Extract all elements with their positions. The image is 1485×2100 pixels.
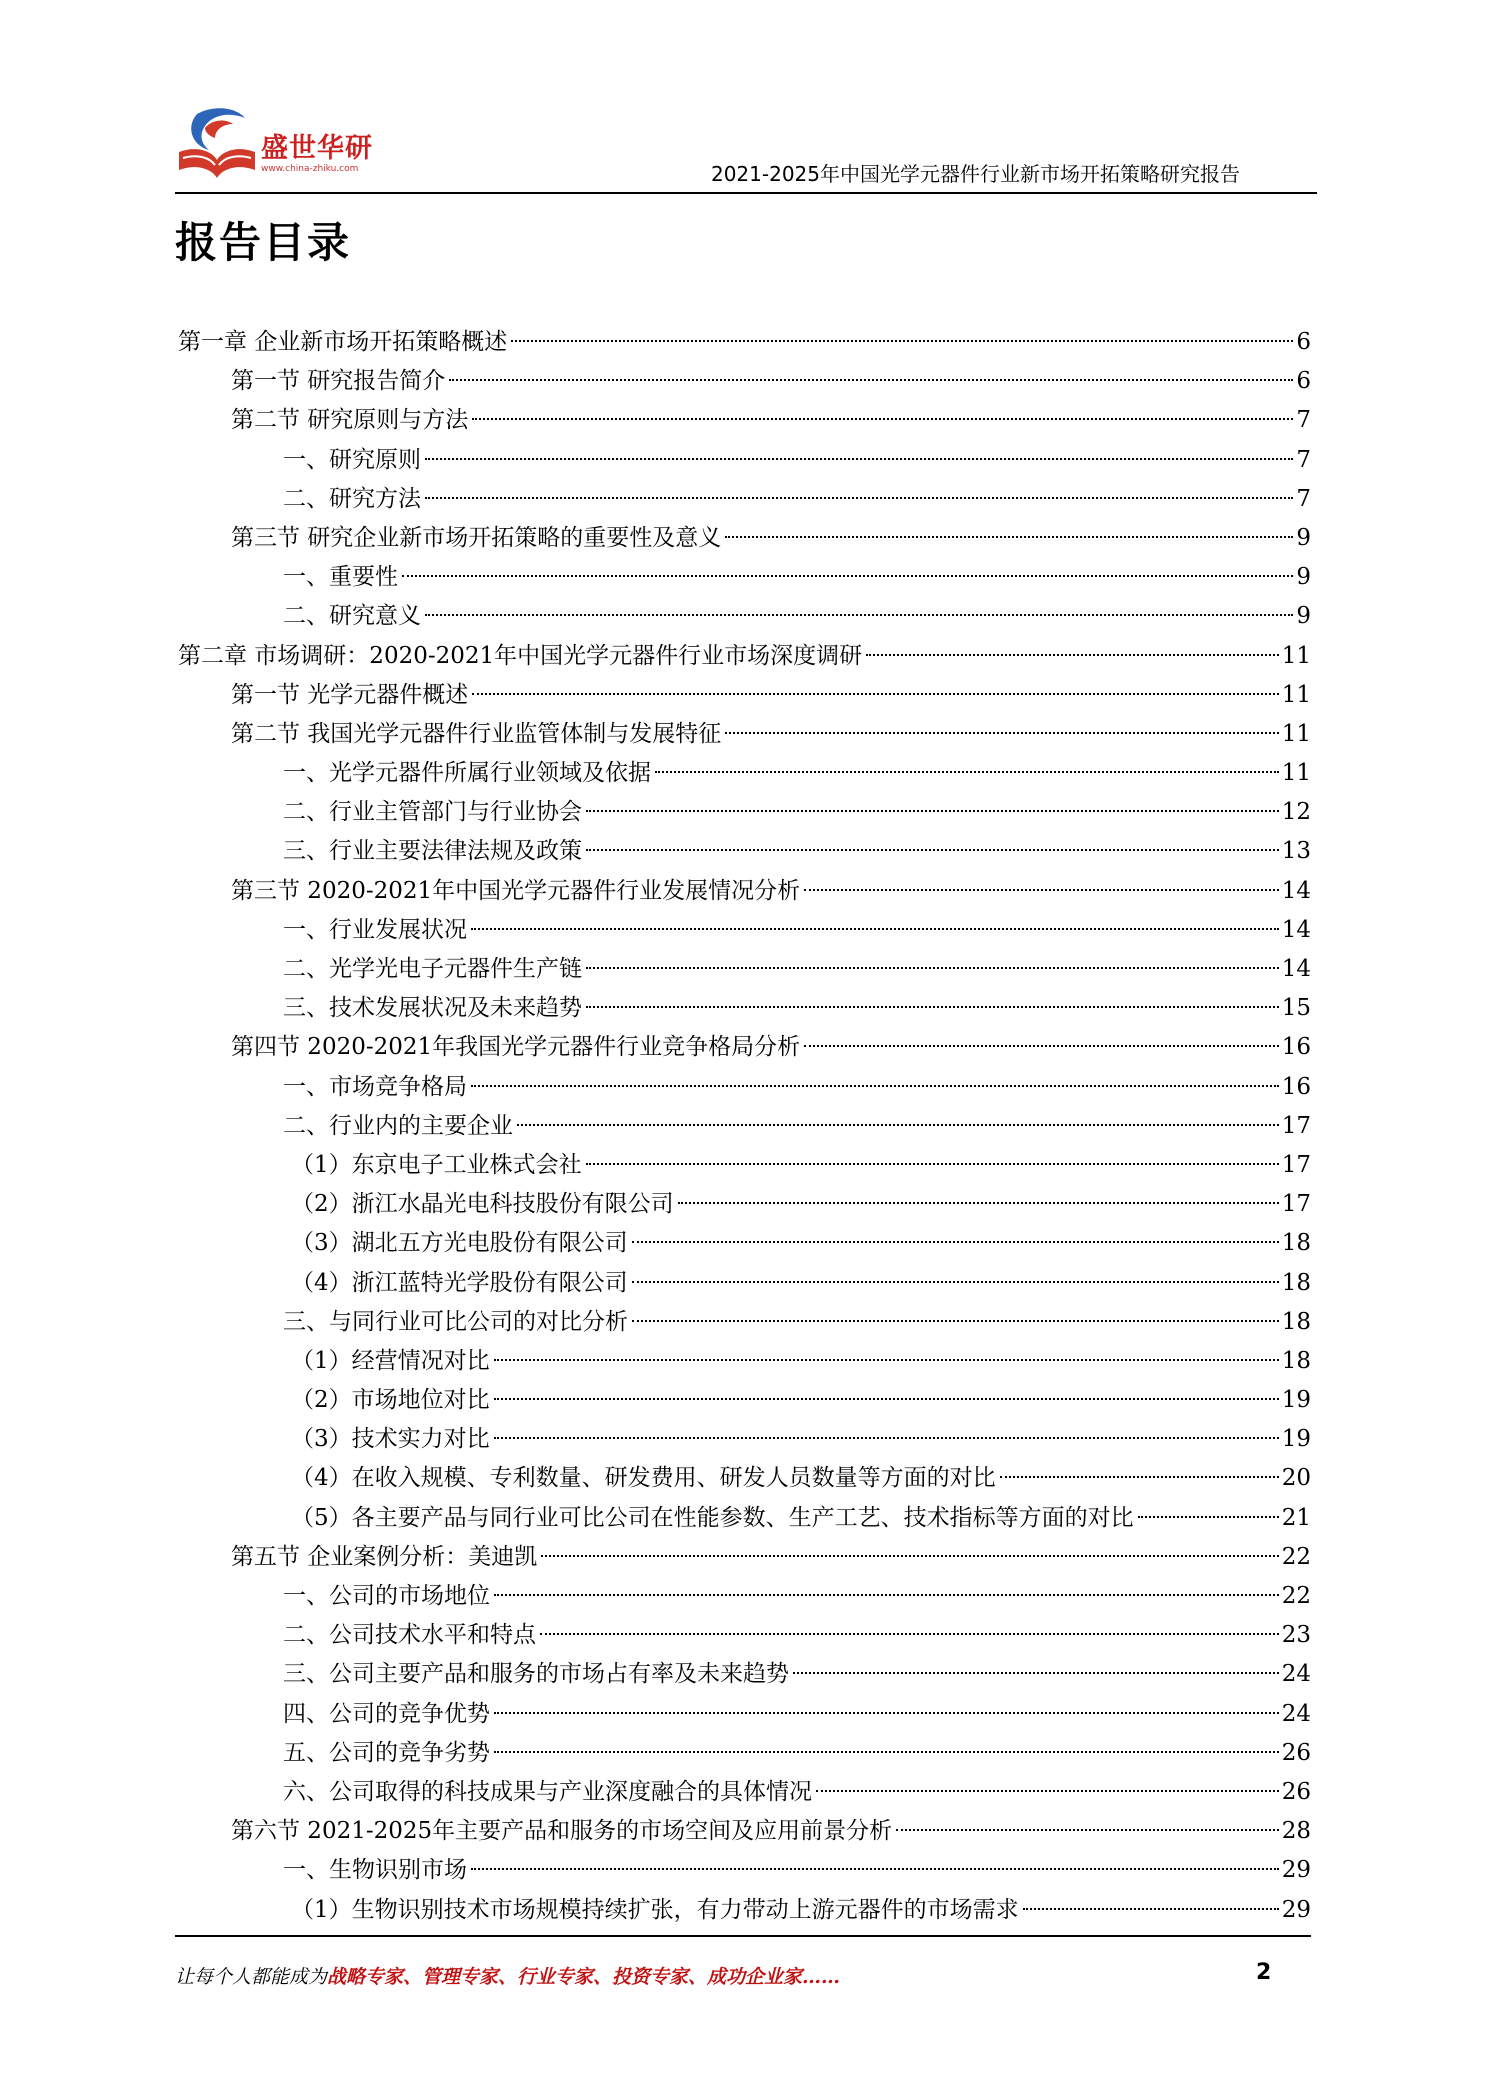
toc-dot-leader <box>1138 1516 1279 1518</box>
toc-entry-label: （4）浙江蓝特光学股份有限公司 <box>291 1269 628 1296</box>
toc-entry-page: 20 <box>1281 1465 1311 1492</box>
toc-entry-page: 17 <box>1281 1151 1311 1178</box>
toc-dot-leader <box>494 1594 1279 1596</box>
toc-entry-label: （4）在收入规模、专利数量、研发费用、研发人员数量等方面的对比 <box>291 1465 996 1492</box>
toc-entry-page: 19 <box>1281 1426 1311 1453</box>
toc-entry-page: 11 <box>1281 720 1311 747</box>
toc-dot-leader <box>494 1712 1279 1714</box>
toc-entry-page: 14 <box>1281 916 1311 943</box>
toc-entry-label: 三、技术发展状况及未来趋势 <box>283 995 582 1022</box>
toc-entry[interactable] <box>178 1577 1311 1616</box>
toc-dot-leader <box>425 458 1293 460</box>
toc-entry-label: 四、公司的竞争优势 <box>283 1700 490 1727</box>
toc-dot-leader <box>541 1555 1278 1557</box>
toc-entry[interactable] <box>178 1068 1311 1107</box>
toc-entry[interactable] <box>178 1773 1311 1812</box>
toc-dot-leader <box>816 1790 1279 1792</box>
toc-entry-page: 29 <box>1281 1896 1311 1923</box>
toc-entry-label: 第六节 2021-2025年主要产品和服务的市场空间及应用前景分析 <box>231 1818 893 1845</box>
toc-dot-leader <box>472 418 1293 420</box>
toc-entry-label: 第五节 企业案例分析：美迪凯 <box>231 1543 538 1570</box>
toc-entry-page: 11 <box>1281 681 1311 708</box>
logo-book-icon <box>175 104 259 186</box>
toc-entry-label: 六、公司取得的科技成果与产业深度融合的具体情况 <box>283 1778 812 1805</box>
toc-entry-label: 第二节 研究原则与方法 <box>231 407 469 434</box>
toc-dot-leader <box>494 1398 1279 1400</box>
toc-dot-leader <box>471 928 1279 930</box>
toc-entry[interactable] <box>178 1420 1311 1459</box>
toc-entry-page: 11 <box>1281 642 1311 669</box>
toc-entry[interactable] <box>178 1695 1311 1734</box>
toc-entry-page: 24 <box>1281 1661 1311 1688</box>
toc-entry[interactable] <box>178 1616 1311 1655</box>
toc-entry[interactable] <box>178 1812 1311 1851</box>
toc-entry-page: 7 <box>1296 446 1311 473</box>
toc-entry[interactable] <box>178 1185 1311 1224</box>
toc-entry-page: 16 <box>1281 1034 1311 1061</box>
toc-entry-label: 第三节 研究企业新市场开拓策略的重要性及意义 <box>231 524 722 551</box>
toc-entry-label: 二、研究意义 <box>283 603 421 630</box>
toc-dot-leader <box>632 1281 1279 1283</box>
toc-dot-leader <box>678 1202 1279 1204</box>
logo-name: 盛世华研 <box>261 133 373 164</box>
toc-entry-label: 第二章 市场调研：2020-2021年中国光学元器件行业市场深度调研 <box>178 642 863 669</box>
footer-divider <box>175 1935 1311 1937</box>
toc-entry-page: 26 <box>1281 1778 1311 1805</box>
toc-entry-page: 19 <box>1281 1387 1311 1414</box>
toc-entry-label: 二、行业内的主要企业 <box>283 1112 513 1139</box>
toc-entry-label: 第三节 2020-2021年中国光学元器件行业发展情况分析 <box>231 877 801 904</box>
toc-entry-label: 第一节 研究报告简介 <box>231 368 446 395</box>
toc-dot-leader <box>586 1006 1279 1008</box>
toc-entry[interactable] <box>178 441 1311 480</box>
toc-dot-leader <box>793 1672 1279 1674</box>
toc-entry[interactable] <box>178 1303 1311 1342</box>
toc-entry-page: 17 <box>1281 1112 1311 1139</box>
toc-entry-page: 18 <box>1281 1308 1311 1335</box>
toc-entry-label: （3）湖北五方光电股份有限公司 <box>291 1230 628 1257</box>
table-of-contents <box>178 323 1311 1930</box>
toc-entry[interactable] <box>178 637 1311 676</box>
toc-entry-page: 28 <box>1281 1818 1311 1845</box>
toc-entry-label: （3）技术实力对比 <box>291 1426 490 1453</box>
toc-entry[interactable] <box>178 401 1311 440</box>
toc-dot-leader <box>632 1241 1279 1243</box>
toc-entry-page: 13 <box>1281 838 1311 865</box>
toc-entry-page: 17 <box>1281 1191 1311 1218</box>
toc-entry[interactable] <box>178 1224 1311 1263</box>
toc-entry[interactable] <box>178 754 1311 793</box>
company-logo <box>175 104 385 186</box>
toc-dot-leader <box>517 1124 1279 1126</box>
toc-dot-leader <box>586 967 1279 969</box>
toc-dot-leader <box>586 849 1279 851</box>
toc-entry-label: （2）浙江水晶光电科技股份有限公司 <box>291 1191 674 1218</box>
toc-entry-page: 6 <box>1296 368 1311 395</box>
toc-entry-label: 一、生物识别市场 <box>283 1857 467 1884</box>
page-title: 报告目录 <box>175 218 352 267</box>
toc-entry-page: 18 <box>1281 1269 1311 1296</box>
toc-entry[interactable] <box>178 1264 1311 1303</box>
page-number: 2 <box>1256 1960 1272 1985</box>
toc-entry-page: 6 <box>1296 329 1311 355</box>
toc-entry-page: 21 <box>1281 1504 1311 1531</box>
toc-dot-leader <box>425 497 1293 499</box>
toc-entry[interactable] <box>178 597 1311 636</box>
toc-entry-label: 一、研究原则 <box>283 446 421 473</box>
toc-dot-leader <box>725 536 1293 538</box>
toc-entry[interactable] <box>178 1381 1311 1420</box>
toc-entry-label: （1）经营情况对比 <box>291 1347 490 1374</box>
toc-entry-label: 一、行业发展状况 <box>283 916 467 943</box>
toc-entry-page: 14 <box>1281 956 1311 982</box>
toc-entry[interactable] <box>178 1499 1311 1538</box>
toc-entry[interactable] <box>178 872 1311 911</box>
toc-dot-leader <box>804 1045 1279 1047</box>
toc-dot-leader <box>632 1320 1279 1322</box>
toc-dot-leader <box>586 810 1279 812</box>
toc-entry-label: （5）各主要产品与同行业可比公司在性能参数、生产工艺、技术指标等方面的对比 <box>291 1504 1134 1531</box>
toc-dot-leader <box>725 732 1278 734</box>
toc-entry[interactable] <box>178 1851 1311 1890</box>
toc-entry[interactable] <box>178 323 1311 362</box>
toc-entry-page: 12 <box>1281 799 1311 826</box>
toc-entry-page: 22 <box>1281 1583 1311 1609</box>
toc-dot-leader <box>402 575 1293 577</box>
toc-entry[interactable] <box>178 480 1311 519</box>
toc-dot-leader <box>866 654 1279 656</box>
toc-entry-label: 二、公司技术水平和特点 <box>283 1622 536 1649</box>
toc-entry-page: 16 <box>1281 1073 1311 1100</box>
toc-dot-leader <box>540 1633 1279 1635</box>
toc-entry-page: 14 <box>1281 877 1311 904</box>
toc-entry-page: 7 <box>1296 407 1311 434</box>
toc-entry-page: 9 <box>1296 524 1311 551</box>
report-title: 2021-2025年中国光学元器件行业新市场开拓策略研究报告 <box>710 162 1240 186</box>
toc-entry[interactable] <box>178 1734 1311 1773</box>
toc-entry-label: 三、公司主要产品和服务的市场占有率及未来趋势 <box>283 1661 789 1688</box>
toc-entry-label: （1）东京电子工业株式会社 <box>291 1151 582 1178</box>
toc-entry[interactable] <box>178 832 1311 871</box>
toc-entry-label: 第二节 我国光学元器件行业监管体制与发展特征 <box>231 720 722 747</box>
toc-entry[interactable] <box>178 989 1311 1028</box>
toc-entry-page: 23 <box>1281 1622 1311 1649</box>
toc-entry[interactable] <box>178 793 1311 832</box>
toc-entry[interactable] <box>178 1342 1311 1381</box>
toc-entry[interactable] <box>178 1655 1311 1694</box>
toc-dot-leader <box>586 1163 1279 1165</box>
toc-entry-page: 18 <box>1281 1347 1311 1374</box>
toc-entry-label: 三、与同行业可比公司的对比分析 <box>283 1308 628 1335</box>
toc-entry-page: 18 <box>1281 1230 1311 1257</box>
footer-slogan-lead: 让每个人都能成为 <box>175 1966 328 1988</box>
toc-entry[interactable] <box>178 519 1311 558</box>
toc-dot-leader <box>511 340 1293 342</box>
toc-entry-label: 二、行业主管部门与行业协会 <box>283 799 582 826</box>
toc-entry-label: （1）生物识别技术市场规模持续扩张，有力带动上游元器件的市场需求 <box>291 1896 1019 1923</box>
toc-dot-leader <box>896 1829 1279 1831</box>
toc-entry-label: 一、重要性 <box>283 564 398 591</box>
toc-dot-leader <box>472 693 1278 695</box>
toc-entry-label: 第四节 2020-2021年我国光学元器件行业竞争格局分析 <box>231 1034 801 1061</box>
footer-slogan-highlight: 战略专家、管理专家、行业专家、投资专家、成功企业家…… <box>327 1966 841 1988</box>
toc-entry[interactable] <box>178 715 1311 754</box>
toc-dot-leader <box>494 1359 1279 1361</box>
toc-entry[interactable] <box>178 1538 1311 1577</box>
toc-entry[interactable] <box>178 558 1311 597</box>
toc-entry[interactable] <box>178 1459 1311 1498</box>
toc-entry[interactable] <box>178 1107 1311 1146</box>
toc-dot-leader <box>425 614 1293 616</box>
toc-dot-leader <box>804 889 1279 891</box>
toc-entry[interactable] <box>178 1028 1311 1067</box>
toc-entry[interactable] <box>178 911 1311 950</box>
toc-entry[interactable] <box>178 362 1311 401</box>
toc-entry-page: 24 <box>1281 1700 1311 1727</box>
toc-entry[interactable] <box>178 1146 1311 1185</box>
toc-dot-leader <box>471 1085 1279 1087</box>
toc-entry-page: 9 <box>1296 603 1311 630</box>
toc-dot-leader <box>494 1751 1279 1753</box>
toc-entry-page: 15 <box>1281 995 1311 1022</box>
footer-slogan <box>175 1962 840 1989</box>
toc-entry-page: 29 <box>1281 1857 1311 1884</box>
toc-entry-page: 9 <box>1296 564 1311 591</box>
toc-entry-label: （2）市场地位对比 <box>291 1387 490 1414</box>
toc-dot-leader <box>1000 1476 1279 1478</box>
toc-entry-label: 第一节 光学元器件概述 <box>231 681 469 708</box>
toc-dot-leader <box>449 379 1293 381</box>
toc-entry-label: 二、研究方法 <box>283 485 421 512</box>
toc-entry-page: 22 <box>1281 1543 1311 1570</box>
toc-entry-label: 二、光学光电子元器件生产链 <box>283 956 582 982</box>
toc-entry-label: 第一章 企业新市场开拓策略概述 <box>178 329 508 355</box>
toc-entry-page: 11 <box>1281 760 1311 787</box>
toc-entry-page: 7 <box>1296 485 1311 512</box>
header-divider <box>175 192 1317 194</box>
logo-url: www.china-zhiku.com <box>261 164 359 174</box>
toc-dot-leader <box>655 771 1279 773</box>
toc-entry-label: 五、公司的竞争劣势 <box>283 1739 490 1766</box>
toc-entry-label: 一、市场竞争格局 <box>283 1073 467 1100</box>
toc-dot-leader <box>1023 1908 1279 1910</box>
toc-entry[interactable] <box>178 676 1311 715</box>
toc-entry-label: 三、行业主要法律法规及政策 <box>283 838 582 865</box>
toc-entry[interactable] <box>178 1891 1311 1930</box>
toc-entry[interactable] <box>178 950 1311 989</box>
toc-entry-label: 一、公司的市场地位 <box>283 1583 490 1609</box>
toc-entry-page: 26 <box>1281 1739 1311 1766</box>
toc-dot-leader <box>494 1437 1279 1439</box>
toc-entry-label: 一、光学元器件所属行业领域及依据 <box>283 760 651 787</box>
toc-dot-leader <box>471 1868 1279 1870</box>
